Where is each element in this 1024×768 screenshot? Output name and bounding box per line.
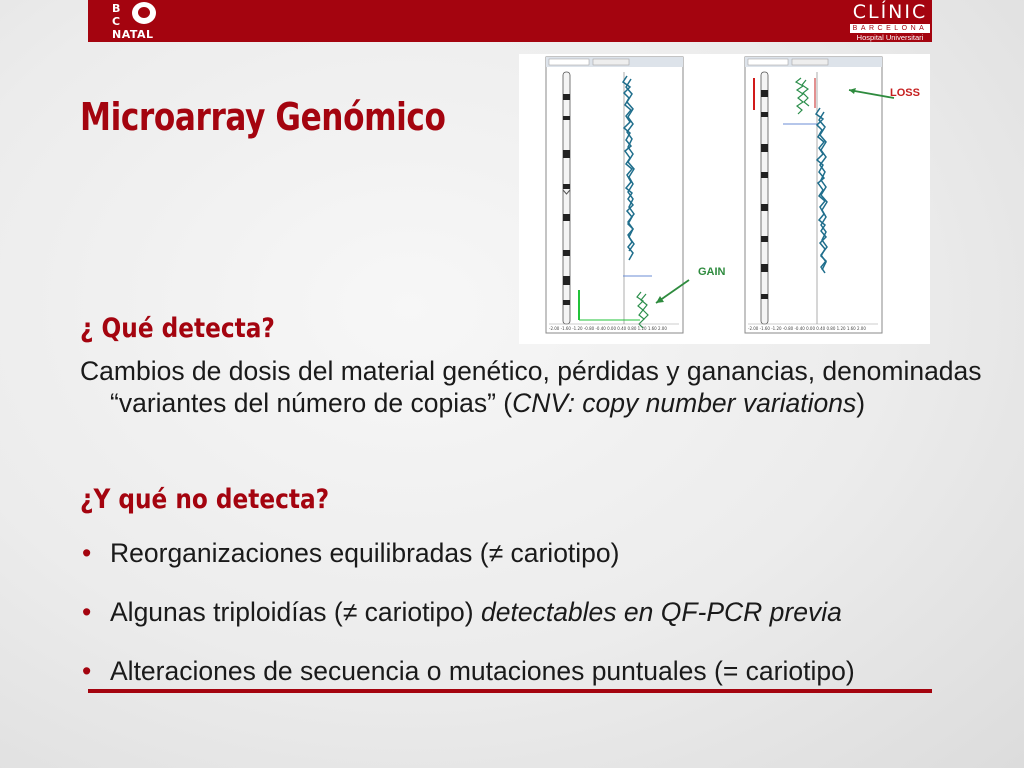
slide-title: Microarray Genómico [80, 95, 446, 139]
detects-text-end: ) [856, 388, 866, 418]
clinic-name: CLÍNIC [852, 1, 928, 23]
detects-text-italic: CNV: copy number variations [512, 388, 857, 418]
bcnatal-logo [112, 1, 172, 41]
list-item-text: Reorganizaciones equilibradas (≠ cariotipo) [110, 538, 620, 568]
gain-label: GAIN [698, 266, 726, 278]
axis-ticks-left: -2.00 -1.60 -1.20 -0.80 -0.40 0.00 0.40 0.80 1.20 1.60 2.00 [549, 326, 667, 331]
section-body-detects [80, 355, 990, 419]
plot-panel-right [745, 57, 882, 333]
clinic-logo [850, 1, 930, 41]
list-item-text: Alteraciones de secuencia o mutaciones puntuales (= cariotipo) [110, 656, 855, 686]
list-item [80, 596, 1000, 628]
detects-text: Cambios de dosis del material genético, pérdidas y ganancias, denominadas “variantes del número de copias” ( [80, 356, 982, 418]
loss-label: LOSS [890, 87, 920, 99]
list-item [80, 537, 1000, 569]
list-item [80, 655, 1000, 687]
header-bar [88, 0, 932, 42]
clinic-hospital: Hospital Universitari [856, 33, 924, 42]
section-heading-not-detects: ¿Y qué no detecta? [80, 484, 330, 515]
logo-letter-c: C [112, 15, 121, 28]
microarray-figure [519, 54, 930, 344]
bottom-divider [88, 689, 932, 693]
not-detects-list [80, 537, 1000, 714]
bullet-icon: • [82, 597, 92, 627]
bcnatal-emblem-icon [132, 2, 156, 24]
logo-word-natal: NATAL [112, 28, 154, 41]
bullet-icon: • [82, 656, 92, 686]
list-item-text: Algunas triploidías (≠ cariotipo) [110, 597, 481, 627]
clinic-city: BARCELONA [850, 24, 930, 33]
logo-letter-b: B [112, 2, 121, 15]
list-item-italic: detectables en QF-PCR previa [481, 597, 842, 627]
bullet-icon: • [82, 538, 92, 568]
microarray-plots [519, 54, 930, 344]
axis-ticks-right: -2.00 -1.60 -1.20 -0.80 -0.40 0.00 0.40 0.80 1.20 1.60 2.00 [748, 326, 866, 331]
plot-panel-left [546, 57, 683, 333]
section-heading-detects: ¿ Qué detecta? [80, 313, 275, 344]
